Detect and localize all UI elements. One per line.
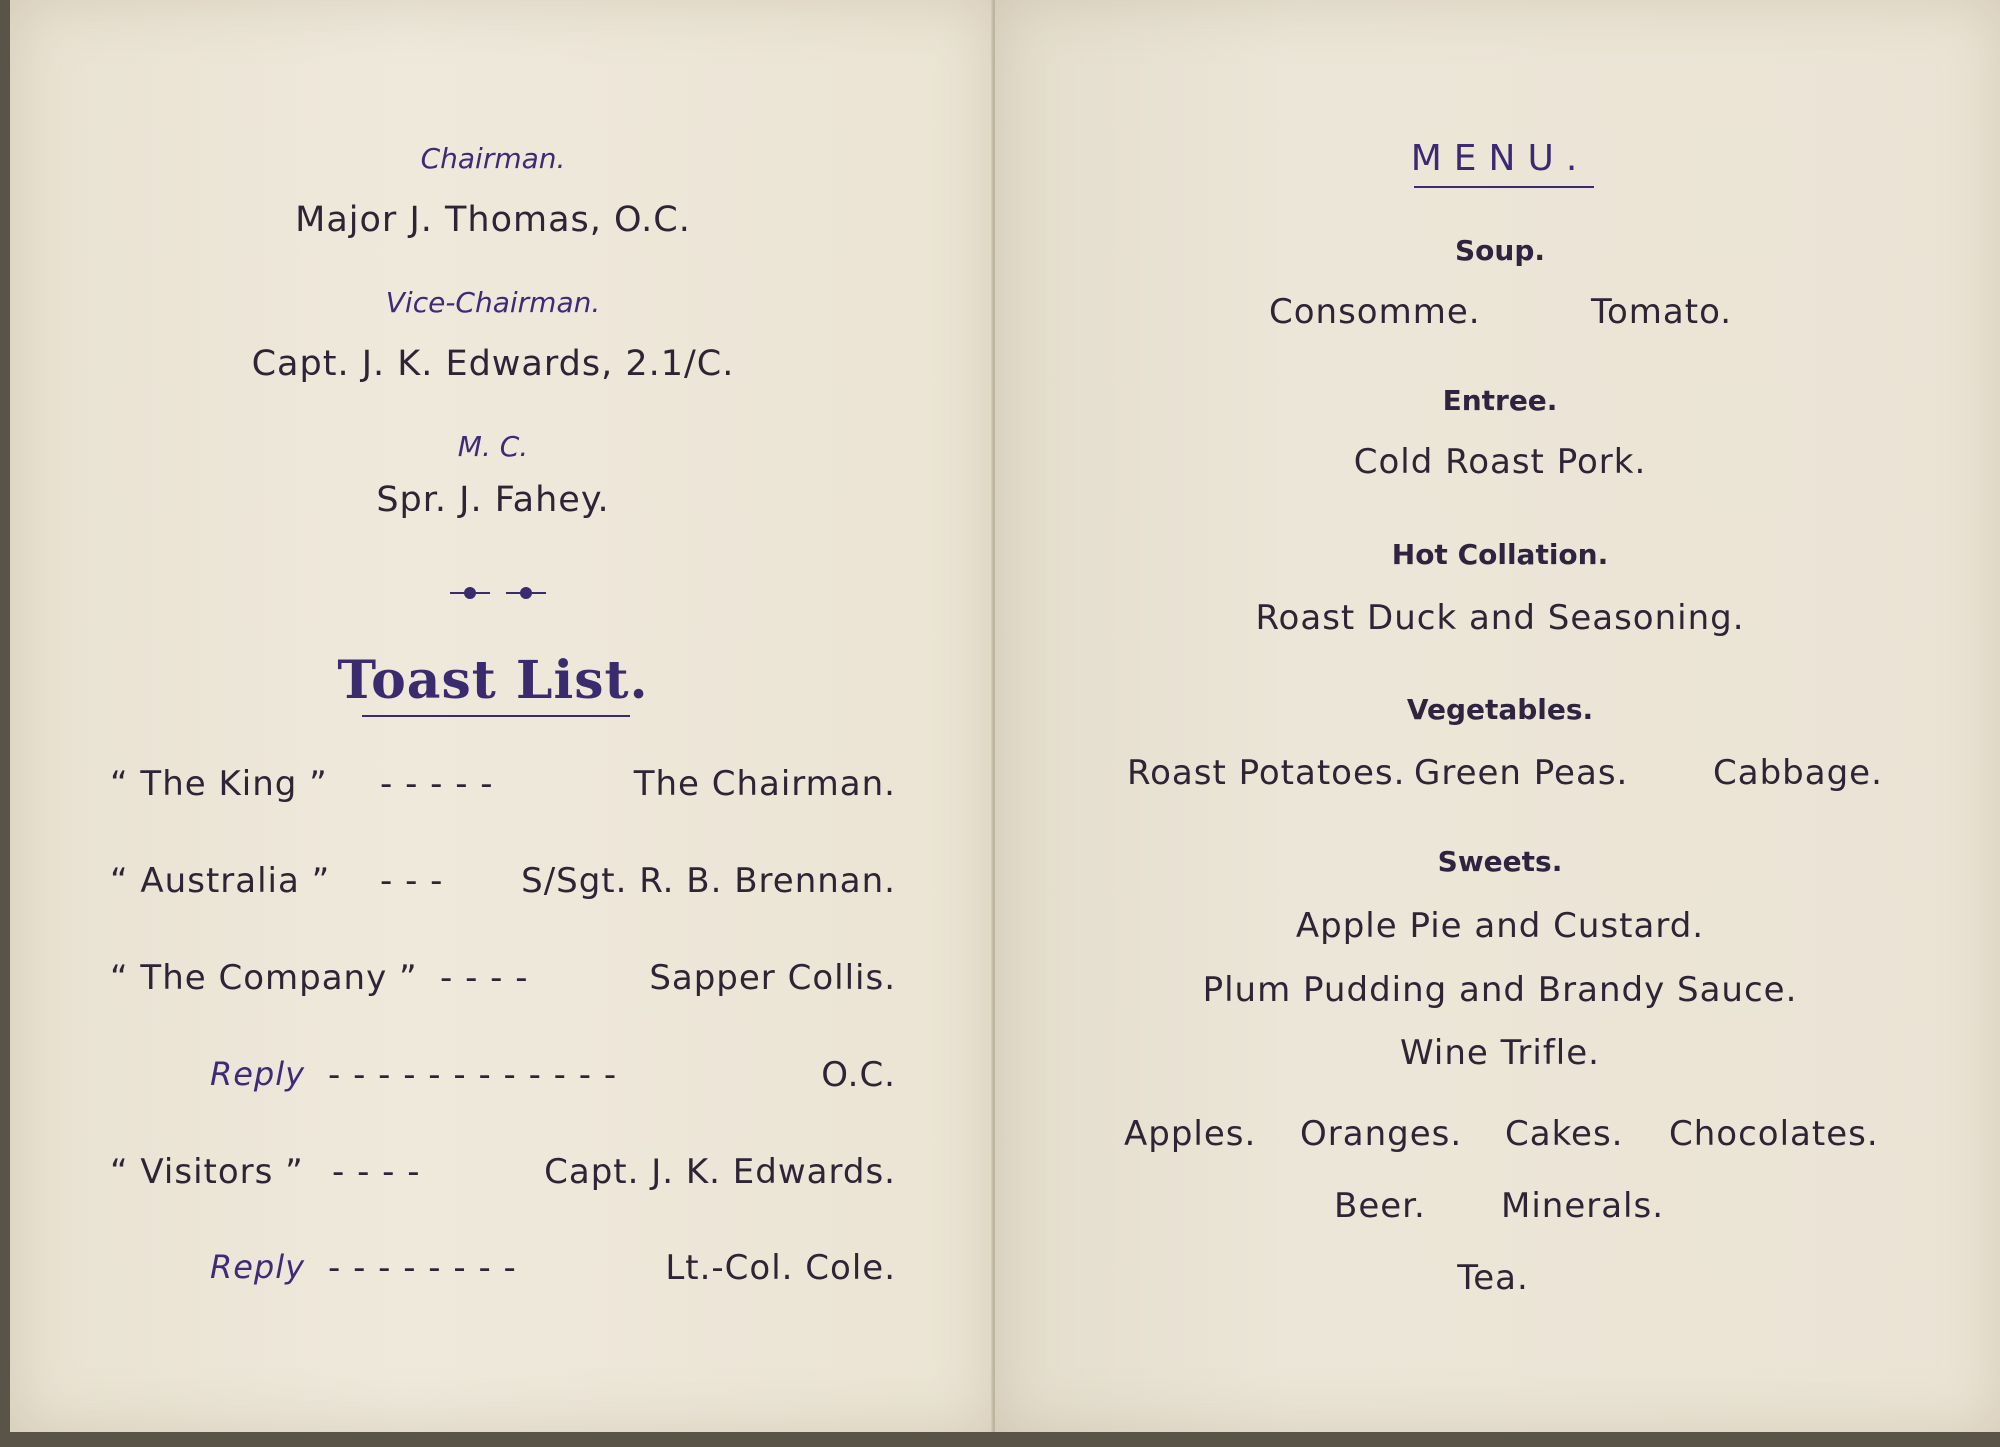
vice-chairman-name: Capt. J. K. Edwards, 2.1/C. [251, 344, 735, 384]
toast-reply-label: Reply [210, 1248, 306, 1286]
toast-name: “ The King ” [110, 764, 328, 804]
sweet-item: Apple Pie and Custard. [1295, 906, 1705, 946]
drink-item: Beer. [1334, 1186, 1426, 1226]
vegetable-item: Cabbage. [1713, 753, 1883, 793]
toast-name: “ Visitors ” [110, 1152, 304, 1192]
toast-speaker: The Chairman. [633, 764, 896, 804]
extra-item: Cakes. [1505, 1114, 1624, 1154]
toast-row [110, 1152, 896, 1202]
toast-row [110, 958, 896, 1008]
collation-item: Roast Duck and Seasoning. [1255, 598, 1745, 638]
toast-speaker: Lt.-Col. Cole. [665, 1248, 896, 1288]
vegetable-item: Green Peas. [1414, 753, 1629, 793]
toast-dashes: - - - - - - - - - - - - [328, 1055, 618, 1095]
mc-role: M. C. [457, 430, 529, 463]
toast-row [110, 764, 896, 814]
extra-item: Oranges. [1300, 1114, 1463, 1154]
toast-dashes: - - - - [440, 958, 529, 998]
toast-speaker: Sapper Collis. [649, 958, 896, 998]
menu-title: MENU. [1410, 138, 1590, 179]
soup-heading: Soup. [1454, 234, 1546, 267]
toast-speaker: O.C. [821, 1055, 896, 1095]
toast-dashes: - - - - - - - - [328, 1248, 517, 1288]
toast-row [110, 1248, 896, 1298]
toast-row [110, 861, 896, 911]
vegetable-item: Roast Potatoes. [1127, 753, 1406, 793]
sweets-heading: Sweets. [1437, 845, 1563, 878]
toast-name: “ Australia ” [110, 861, 331, 901]
collation-heading: Hot Collation. [1391, 538, 1609, 571]
toast-speaker: Capt. J. K. Edwards. [544, 1152, 896, 1192]
entree-heading: Entree. [1442, 384, 1558, 417]
vice-chairman-role: Vice-Chairman. [385, 286, 601, 319]
extra-item: Apples. [1124, 1114, 1257, 1154]
sweet-item: Plum Pudding and Brandy Sauce. [1202, 970, 1798, 1010]
toast-reply-label: Reply [210, 1055, 306, 1093]
menu-title-underline [1414, 186, 1594, 188]
vegetables-heading: Vegetables. [1406, 693, 1594, 726]
toast-list-title: Toast List. [337, 650, 649, 711]
soup-item: Tomato. [1591, 292, 1733, 332]
toast-name: “ The Company ” [110, 958, 418, 998]
soup-item: Consomme. [1269, 292, 1481, 332]
toast-dashes: - - - [380, 861, 444, 901]
drink-item: Minerals. [1501, 1186, 1665, 1226]
toast-row [110, 1055, 896, 1105]
mc-name: Spr. J. Fahey. [376, 480, 610, 520]
sweet-item: Wine Trifle. [1400, 1033, 1600, 1073]
chairman-name: Major J. Thomas, O.C. [295, 200, 691, 240]
entree-item: Cold Roast Pork. [1353, 442, 1647, 482]
ornament-divider-icon [448, 578, 548, 608]
extra-item: Chocolates. [1669, 1114, 1879, 1154]
drink-item: Tea. [1457, 1258, 1529, 1298]
toast-speaker: S/Sgt. R. B. Brennan. [521, 861, 896, 901]
toast-dashes: - - - - - [380, 764, 494, 804]
right-page [995, 0, 2000, 1432]
chairman-role: Chairman. [420, 142, 566, 175]
toast-title-underline [362, 715, 630, 717]
toast-dashes: - - - - [332, 1152, 421, 1192]
left-page [10, 0, 993, 1432]
